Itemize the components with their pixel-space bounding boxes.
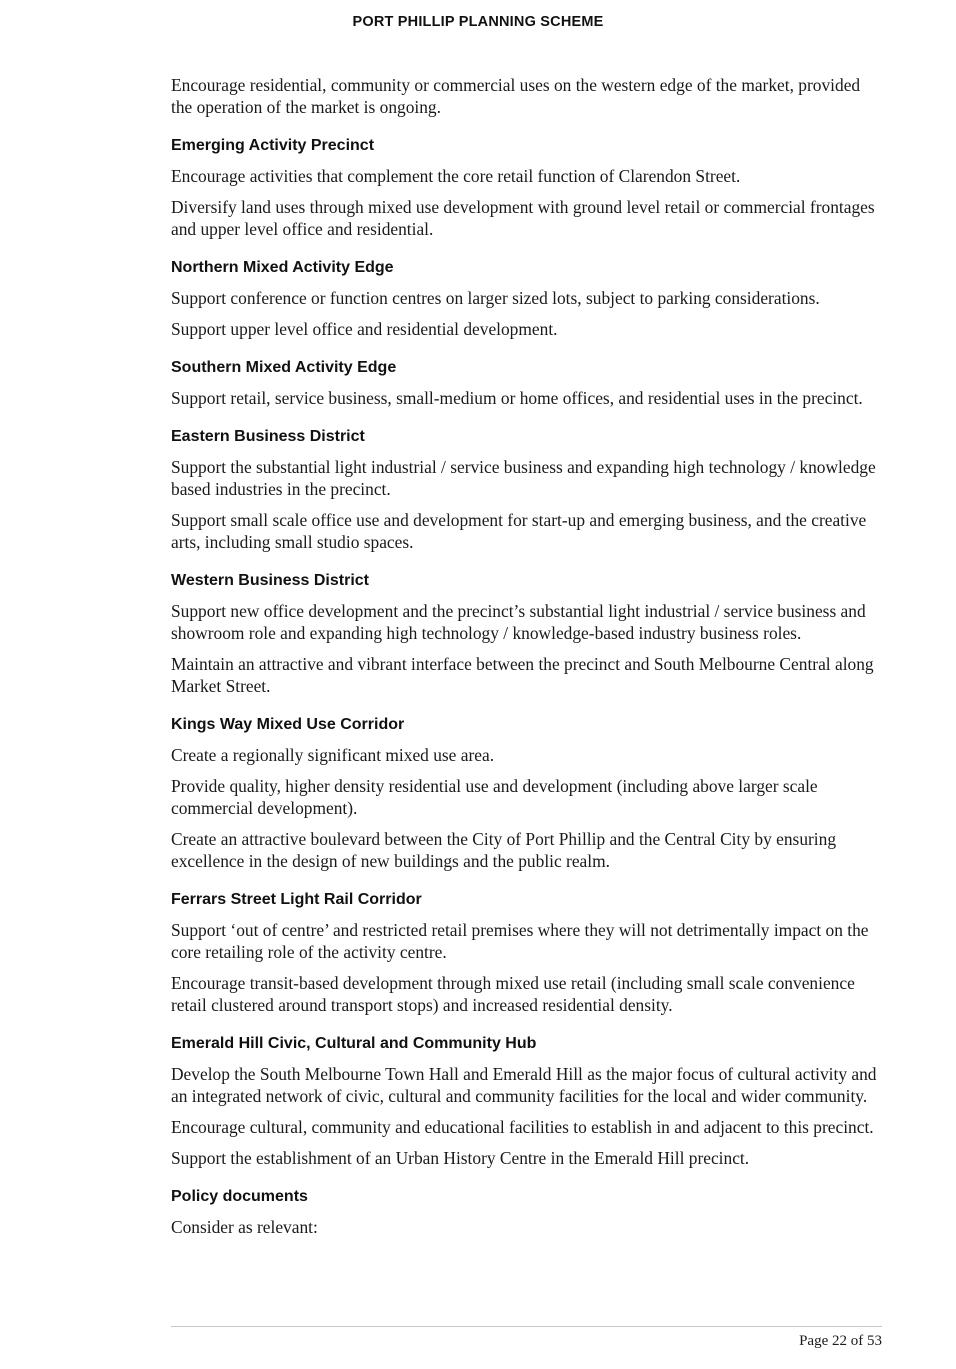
paragraph: Encourage activities that complement the core retail function of Clarendon Street. bbox=[171, 166, 741, 186]
page-number: Page 22 of 53 bbox=[799, 1333, 882, 1349]
section-heading-northern-mixed-activity-edge: Northern Mixed Activity Edge bbox=[171, 259, 394, 276]
paragraph: Provide quality, higher density residential use and development (including above larger scale commercial development). bbox=[171, 776, 818, 818]
paragraph: Diversify land uses through mixed use development with ground level retail or commercial frontages and upper level office and residential. bbox=[171, 197, 875, 239]
page-header-title: PORT PHILLIP PLANNING SCHEME bbox=[352, 14, 604, 30]
paragraph: Encourage cultural, community and educational facilities to establish in and adjacent to this precinct. bbox=[171, 1117, 874, 1137]
section-heading-eastern-business-district: Eastern Business District bbox=[171, 428, 365, 445]
paragraph: Maintain an attractive and vibrant interface between the precinct and South Melbourne Central along Market Street. bbox=[171, 654, 874, 696]
paragraph: Support ‘out of centre’ and restricted retail premises where they will not detrimentally impact on the core retailing role of the activity centre. bbox=[171, 920, 869, 962]
paragraph: Consider as relevant: bbox=[171, 1217, 318, 1237]
paragraph: Support small scale office use and development for start-up and emerging business, and the creative arts, including small studio spaces. bbox=[171, 510, 867, 552]
section-heading-policy-documents: Policy documents bbox=[171, 1188, 308, 1205]
paragraph: Encourage transit-based development through mixed use retail (including small scale convenience retail clustered around transport stops) and increased residential density. bbox=[171, 973, 855, 1015]
section-heading-southern-mixed-activity-edge: Southern Mixed Activity Edge bbox=[171, 359, 397, 376]
section-heading-emerging-activity-precinct: Emerging Activity Precinct bbox=[171, 137, 375, 154]
paragraph: Support upper level office and residential development. bbox=[171, 319, 558, 339]
paragraph: Support the establishment of an Urban History Centre in the Emerald Hill precinct. bbox=[171, 1148, 750, 1168]
paragraph: Support conference or function centres on larger sized lots, subject to parking considerations. bbox=[171, 288, 820, 308]
paragraph: Support retail, service business, small-medium or home offices, and residential uses in the precinct. bbox=[171, 388, 863, 408]
section-heading-kings-way-mixed-use-corridor: Kings Way Mixed Use Corridor bbox=[171, 716, 405, 733]
paragraph: Support new office development and the precinct’s substantial light industrial / service business and showroom role and expanding high technology / knowledge-based industry business roles. bbox=[171, 601, 866, 643]
intro-paragraph: Encourage residential, community or commercial uses on the western edge of the market, provided the operation of the market is ongoing. bbox=[171, 75, 861, 117]
footer-divider bbox=[171, 1326, 882, 1327]
paragraph: Support the substantial light industrial / service business and expanding high technology / knowledge based industries in the precinct. bbox=[171, 457, 876, 499]
document-body bbox=[171, 74, 884, 1247]
section-heading-emerald-hill-civic-hub: Emerald Hill Civic, Cultural and Community Hub bbox=[171, 1035, 537, 1052]
paragraph: Create a regionally significant mixed use area. bbox=[171, 745, 495, 765]
section-heading-ferrars-street-light-rail-corridor: Ferrars Street Light Rail Corridor bbox=[171, 891, 422, 908]
paragraph: Create an attractive boulevard between the City of Port Phillip and the Central City by ensuring excellence in the design of new buildings and the public realm. bbox=[171, 829, 837, 871]
paragraph: Develop the South Melbourne Town Hall and Emerald Hill as the major focus of cultural activity and an integrated network of civic, cultural and community facilities for the local and wider community. bbox=[171, 1064, 877, 1106]
section-heading-western-business-district: Western Business District bbox=[171, 572, 369, 589]
